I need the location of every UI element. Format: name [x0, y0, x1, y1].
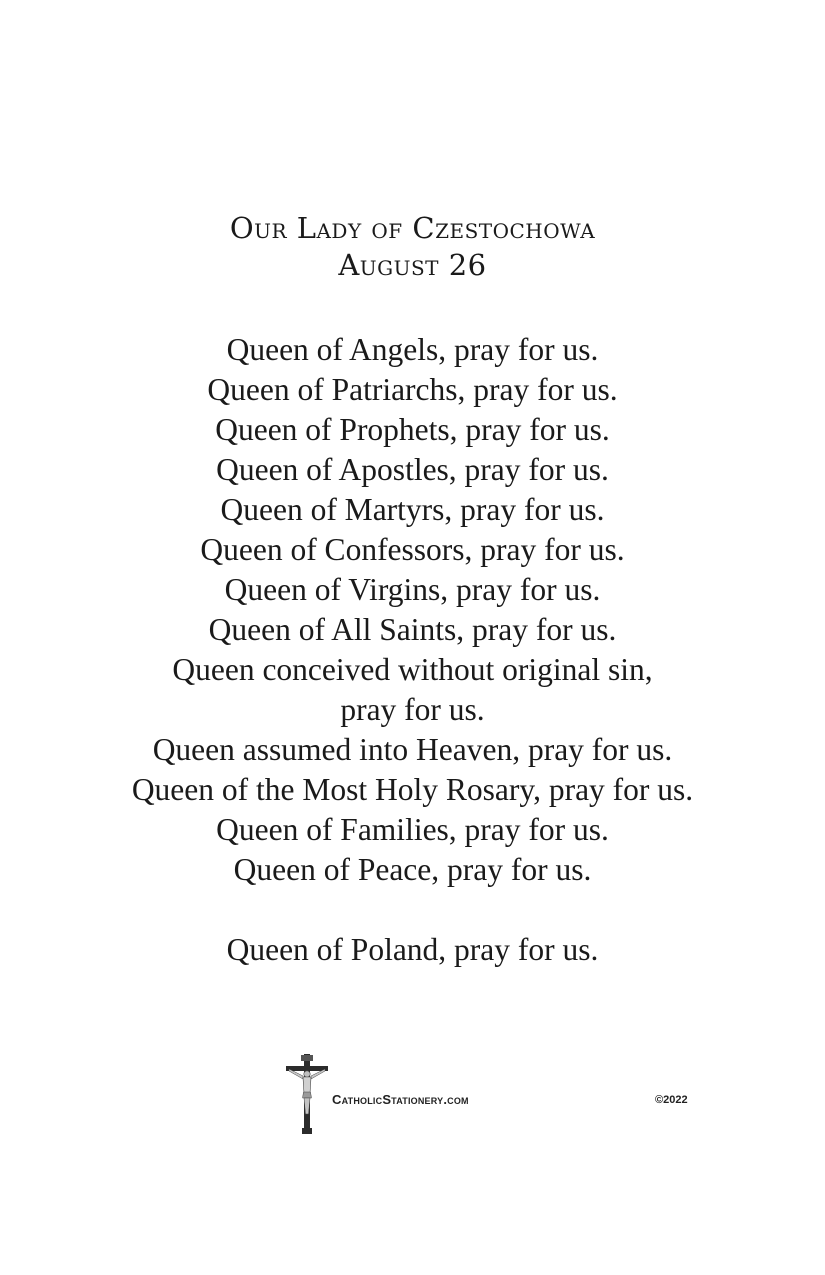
litany-line: Queen of Apostles, pray for us. — [216, 452, 609, 487]
litany-line: Queen of Angels, pray for us. — [226, 332, 599, 367]
litany-line: Queen of the Most Holy Rosary, pray for us. — [131, 772, 694, 807]
title-block — [0, 210, 825, 284]
litany-line: Queen of Martyrs, pray for us. — [220, 492, 605, 527]
litany-line: pray for us. — [340, 692, 485, 727]
litany-line: Queen of Virgins, pray for us. — [224, 572, 601, 607]
litany-line: Queen assumed into Heaven, pray for us. — [152, 732, 673, 767]
litany-line: Queen of Confessors, pray for us. — [200, 532, 625, 567]
litany-line: Queen conceived without original sin, — [172, 652, 653, 687]
site-name: CatholicStationery.com — [332, 1092, 469, 1107]
closing-invocation: Queen of Poland, pray for us. — [226, 932, 599, 967]
litany-line: Queen of Peace, pray for us. — [233, 852, 592, 887]
crucifix-icon — [283, 1052, 331, 1136]
litany — [0, 330, 825, 890]
feast-date: August 26 — [338, 248, 487, 282]
litany-line: Queen of Patriarchs, pray for us. — [207, 372, 618, 407]
litany-line: Queen of All Saints, pray for us. — [208, 612, 617, 647]
litany-line: Queen of Families, pray for us. — [216, 812, 609, 847]
page-title: Our Lady of Czestochowa — [229, 211, 596, 245]
litany-line: Queen of Prophets, pray for us. — [215, 412, 610, 447]
copyright: ©2022 — [655, 1094, 688, 1106]
